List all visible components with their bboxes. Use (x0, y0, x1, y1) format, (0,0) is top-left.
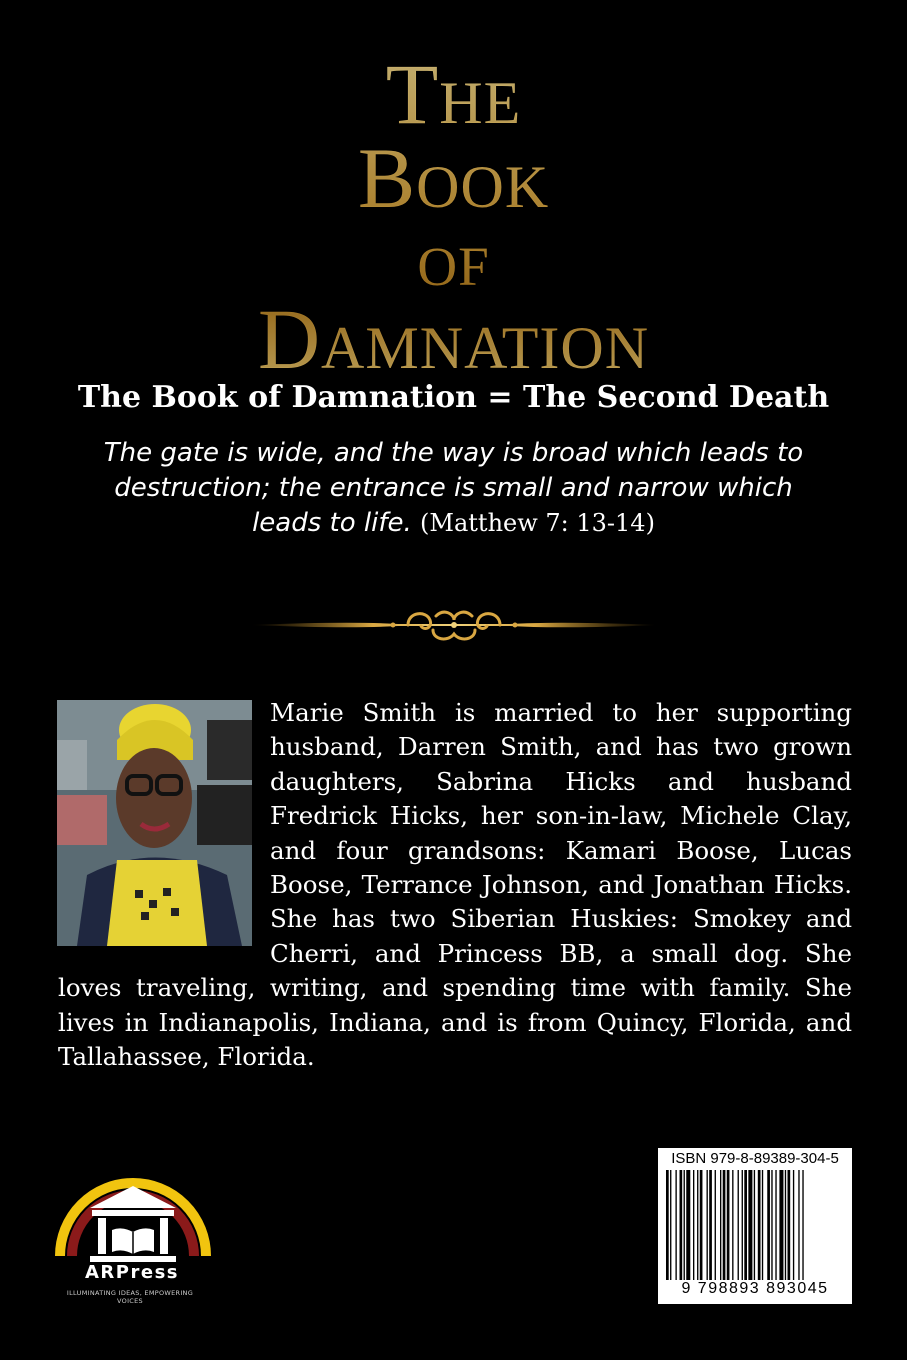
book-title (0, 46, 907, 387)
barcode-bar (693, 1170, 694, 1280)
barcode-bar (700, 1170, 703, 1280)
barcode-bar (675, 1170, 676, 1280)
barcode-bar (748, 1170, 752, 1280)
subtitle: The Book of Damnation = The Second Death (77, 380, 830, 415)
barcode-bar (754, 1170, 755, 1280)
barcode-bar (709, 1170, 712, 1280)
barcode-bar (738, 1170, 739, 1280)
barcode-bar (744, 1170, 747, 1280)
barcode-bar (723, 1170, 726, 1280)
barcode-bar (779, 1170, 783, 1280)
publisher-name: ARPress (85, 1262, 179, 1283)
author-bio (58, 696, 852, 1074)
scripture-quote (80, 436, 827, 541)
publisher-tagline: ILLUMINATING IDEAS, EMPOWERING VOICES (66, 1289, 194, 1305)
barcode-bar (727, 1170, 730, 1280)
quote-text: The gate is wide, and the way is broad which leads to destruction; the entrance is small and narrow which leads to life. (103, 438, 804, 539)
barcode-bar (771, 1170, 772, 1280)
barcode-bar (767, 1170, 770, 1280)
barcode-digits: 9 798893 893045 (681, 1280, 829, 1297)
isbn-label: ISBN 979-8-89389-304-5 (671, 1150, 839, 1167)
ornament-divider-icon (248, 600, 660, 650)
title-line-4: Damnation (257, 290, 650, 387)
barcode-bar (666, 1170, 669, 1280)
quote-reference: (Matthew 7: 13-14) (420, 509, 655, 538)
barcode-bar (707, 1170, 708, 1280)
barcode-bar (742, 1170, 743, 1280)
barcode-bar (785, 1170, 786, 1280)
barcode-bar (793, 1170, 794, 1280)
barcode-bar (715, 1170, 716, 1280)
barcode-bars-icon (666, 1170, 844, 1280)
barcode-bar (680, 1170, 683, 1280)
barcode-bar (758, 1170, 761, 1280)
barcode-bar (686, 1170, 690, 1280)
isbn-barcode (658, 1148, 852, 1304)
barcode-bar (775, 1170, 776, 1280)
barcode-bar (720, 1170, 721, 1280)
barcode-bar (798, 1170, 799, 1280)
barcode-bar (670, 1170, 671, 1280)
barcode-bar (802, 1170, 803, 1280)
barcode-bar (762, 1170, 763, 1280)
author-bio-text: Marie Smith is married to her supporting husband, Darren Smith, and has two grown daughters, Sabrina Hicks and husband Fredrick Hicks, her son-in-law, Michele Clay, and four grandsons: Kamari Boose, Lucas Boose, Terrance Johnson, and Jonathan Hicks. She has two Siberian Huskies: Smokey and Cherri, and Princess BB, a small dog. She loves traveling, writing, and spending time with family. She lives in Indianapolis, Indiana, and is from Quincy, Florida, and Tallahassee, Florida. (58, 698, 852, 1072)
barcode-bar (697, 1170, 698, 1280)
barcode-bar (684, 1170, 685, 1280)
barcode-bar (788, 1170, 791, 1280)
barcode-bar (732, 1170, 733, 1280)
title-line-3: of (417, 214, 490, 302)
title-line-1: The (385, 46, 522, 142)
title-line-2: Book (357, 130, 550, 227)
